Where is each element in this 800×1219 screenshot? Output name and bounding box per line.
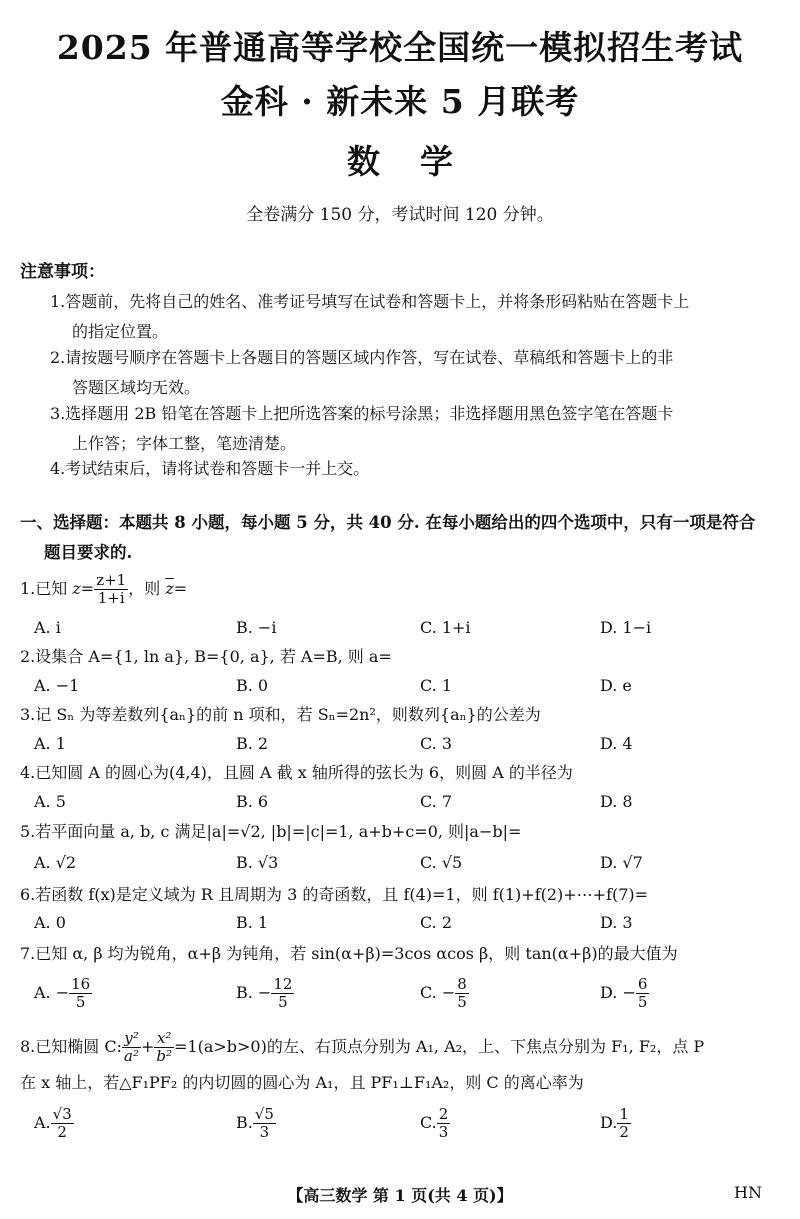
option-b: B. − $\frac{12}{5}$ [236,975,293,1011]
option-a: A. 1 [34,734,66,753]
question-4: 4.已知圆 A 的圆心为(4,4)，且圆 A 截 x 轴所得的弦长为 6，则圆 A 的半径为 [20,763,573,782]
notice-item-1: 1.答题前，先将自己的姓名、准考证号填写在试卷和答题卡上，并将条形码粘贴在答题卡上 的指定位置。 [50,292,690,341]
question-8: 8.已知椭圆 C: $\frac{\text{y²}}{\text{a²}}$ + $\frac{\text{x²}}{\text{b²}}$ =1(a>b>0)的左、右顶点分别为 A₁, A₂，上、下焦点分别为 F₁, F₂，点 P [20,1029,705,1065]
section-heading: 一、选择题：本题共 8 小题，每小题 5 分，共 40 分. 在每小题给出的四个选项中，只有一项是符合 题目要求的. [20,513,756,562]
fraction: $\frac{z+1}{1+i}$ [96,571,127,607]
option-a: A. 5 [34,792,66,811]
option-c: C. − $\frac{8}{5}$ [420,975,467,1011]
option-c: C. 3 [420,734,453,753]
question-1: 1.已知 z= $\frac{z+1}{1+i}$ ，则 $\overline{z}=$ [20,571,188,607]
option-d: D. e [600,676,632,695]
question-6: 6.若函数 f(x)是定义域为 R 且周期为 3 的奇函数，且 f(4)=1，则 f(1)+f(2)+⋯+f(7)= [20,885,649,904]
question-5: 5.若平面向量 a, b, c 满足|a|=√2, |b|=|c|=1, a+b+c=0, 则|a−b|= [20,822,522,841]
option-b: B. 1 [236,913,269,932]
option-b: B. 2 [236,734,269,753]
option-a: A. $\frac{√3}{2}$ [34,1105,72,1141]
option-a: A. i [34,618,61,637]
question-8-options [34,1106,794,1146]
notice-item-3: 3.选择题用 2B 铅笔在答题卡上把所选答案的标号涂黑；非选择题用黑色签字笔在答题卡 上作答；字体工整，笔迹清楚。 [50,404,674,453]
option-b: B. 6 [236,792,269,811]
question-2-options [34,676,794,700]
question-2: 2.设集合 A={1, ln a}, B={0, a}, 若 A=B, 则 a= [20,647,392,666]
exam-title-line1: 2025 年普通高等学校全国统一模拟招生考试 [56,28,744,67]
option-a: A. √2 [34,853,77,872]
question-1-options [34,618,794,642]
option-d: D. √7 [600,853,643,872]
question-6-options [34,913,794,937]
question-4-options [34,792,794,816]
option-a: A. −1 [34,676,80,695]
exam-info: 全卷满分 150 分，考试时间 120 分钟。 [246,205,554,225]
region-code: HN [734,1183,762,1202]
option-d: D. − $\frac{6}{5}$ [600,975,648,1011]
option-c: C. 2 [420,913,453,932]
option-c: C. 1 [420,676,453,695]
option-d: D. 3 [600,913,633,932]
option-c: C. 7 [420,792,453,811]
notice-title: 注意事项： [20,262,105,282]
notice-item-4: 4.考试结束后，请将试卷和答题卡一并上交。 [50,459,370,478]
question-5-options [34,853,794,877]
option-c: C. $\frac{2}{3}$ [420,1105,449,1141]
page-footer: 【高三数学 第 1 页(共 4 页)】 [287,1186,513,1205]
question-3-options [34,734,794,758]
option-d: D. $\frac{1}{2}$ [600,1105,629,1141]
question-3: 3.记 Sₙ 为等差数列{aₙ}的前 n 项和，若 Sₙ=2n²，则数列{aₙ}的公差为 [20,705,541,724]
option-d: D. 8 [600,792,633,811]
notice-item-2: 2.请按题号顺序在答题卡上各题目的答题区域内作答，写在试卷、草稿纸和答题卡上的非 答题区域均无效。 [50,348,674,397]
exam-title-line2: 金科 · 新未来 5 月联考 [220,82,580,121]
option-d: D. 1−i [600,618,652,637]
option-b: B. √3 [236,853,279,872]
option-d: D. 4 [600,734,633,753]
option-b: B. −i [236,618,277,637]
option-b: B. 0 [236,676,269,695]
question-7: 7.已知 α, β 均为锐角，α+β 为钝角，若 sin(α+β)=3cos αcos β，则 tan(α+β)的最大值为 [20,944,678,963]
option-c: C. 1+i [420,618,471,637]
option-b: B. $\frac{√5}{3}$ [236,1105,274,1141]
option-c: C. √5 [420,853,463,872]
option-a: A. − $\frac{16}{5}$ [34,975,91,1011]
subject-title: 数学 [347,142,493,181]
option-a: A. 0 [34,913,66,932]
question-8-line2: 在 x 轴上，若△F₁PF₂ 的内切圆的圆心为 A₁，且 PF₁⊥F₁A₂，则 C 的离心率为 [20,1073,584,1092]
question-7-options [34,976,794,1016]
